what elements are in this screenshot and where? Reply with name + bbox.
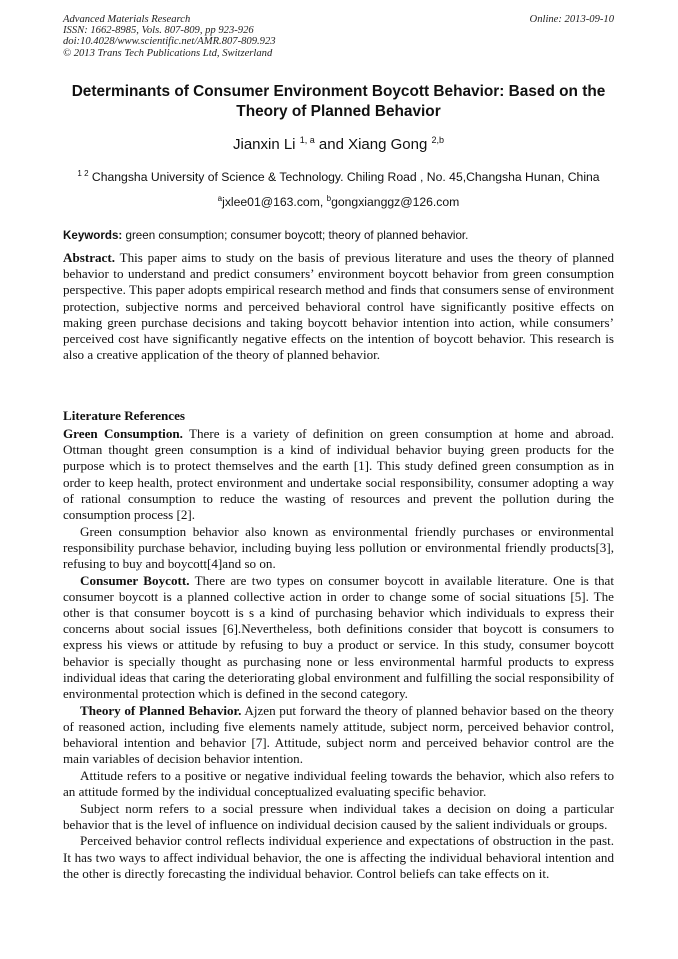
abstract-label: Abstract. [63, 250, 115, 265]
author-name: Jianxin Li [232, 136, 296, 153]
abstract-text: This paper aims to study on the basis of previous literature and uses the theory of planned behavior to understand and predict consumers’ environment boycott behavior from green consumption perspective. This paper adopts empirical research method and finds that consumers sense of environment protection, subjective norms and perceived behavioral control have significantly positive effects on making green purchase decisions and taking boycott behavior intention into action, while consumers’ perceived cost have significantly negative effects on the intention of boycott behavior. This research is also a creative application of the theory of planned behavior. [63, 250, 614, 363]
issn-line: ISSN: 1662-8985, Vols. 807-809, pp 923-926 [63, 25, 254, 37]
author-affil-marker: 2,b [431, 135, 445, 145]
paragraph-consumer-boycott [63, 573, 614, 703]
paragraph [63, 524, 614, 573]
author-joiner: and [314, 136, 349, 153]
email-marker: a [217, 194, 223, 203]
runin-heading: Theory of Planned Behavior. [80, 702, 242, 718]
affiliation-text: Changsha University of Science & Technology. Chiling Road , No. 45,Changsha Hunan, China [91, 170, 600, 184]
section-body [63, 426, 614, 882]
email-line [63, 188, 614, 213]
paragraph [63, 833, 614, 882]
email-separator: , [319, 195, 327, 209]
author-affil-marker: 1, a [299, 135, 315, 145]
affiliation-line [63, 163, 614, 188]
paragraph [63, 801, 614, 833]
runin-heading: Consumer Boycott. [80, 572, 190, 588]
paragraph-text: Attitude refers to a positive or negative individual feeling towards the behavior, which also refers to an attitude formed by the individual conceptualized evaluating specific behavior. [63, 767, 614, 800]
section-heading: Literature References [63, 408, 186, 423]
author-line [63, 131, 614, 154]
online-date: Online: 2013-09-10 [529, 14, 614, 25]
keywords [63, 229, 614, 243]
paragraph-text: Ajzen put forward the theory of planned behavior based on the theory of reasoned action, including five elements namely attitude, subject norm, perceived behavior control, behavioral intention and behavior [7]. Attitude, subject norm and perceived behavior control are the main variables of decision behavior intention. [63, 702, 614, 767]
email-link[interactable]: jxlee01@163.com [222, 195, 320, 209]
copyright-line: © 2013 Trans Tech Publications Ltd, Switzerland [63, 47, 273, 59]
paragraph-text: There is a variety of definition on green consumption at home and abroad. Ottman thought green consumption is a kind of individual behavior buying green products for the purpose which is to protect themselves and the earth [1]. This study defined green consumption as in order to keep health, protect environment and undertake social responsibility, consumer adopting a way of rational consumption to reduce the wasting of resources and prevent the pollution during the consumption process [2]. [63, 426, 614, 523]
paper-title: Determinants of Consumer Environment Boycott Behavior: Based on the Theory of Planned Behavior [71, 83, 606, 120]
paragraph-theory-of-planned-behavior [63, 703, 614, 768]
email-marker: b [326, 194, 332, 203]
paragraph-green-consumption [63, 426, 614, 523]
runin-heading: Green Consumption. [63, 426, 183, 441]
affiliation-block [63, 163, 614, 213]
email-link[interactable]: gongxianggz@126.com [331, 195, 460, 209]
paragraph-text: There are two types on consumer boycott in available literature. One is that consumer boycott is a planned collective action in order to change some of social situations [5]. The other is that consumer boycott is s a kind of purchasing behavior which individuals to express their concerns about social issues [6].Nevertheless, both definitions consider that boycott is consumers to express his views or attitude by refusing to buy a product or service. In this study, consumer boycott behavior is specially thought as purchasing none or less environmental harmful products to express individual ideas that caring the deteriorating global environment and fulfilling the social responsibility of environmental protection which is defined in the second category. [63, 572, 614, 702]
paragraph-text: Green consumption behavior also known as environmental friendly purchases or environmental responsibility purchase behavior, including buying less pollution or environmental friendly products[3], refusing to buy and boycott[4]and so on. [63, 523, 614, 572]
doi-line: doi:10.4028/www.scientific.net/AMR.807-809.923 [63, 36, 276, 48]
keywords-text: green consumption; consumer boycott; theory of planned behavior. [122, 229, 469, 242]
journal-name: Advanced Materials Research [63, 14, 191, 25]
author-name: Xiang Gong [348, 136, 428, 153]
keywords-label: Keywords: [63, 229, 123, 242]
paragraph [63, 768, 614, 800]
paragraph-text: Perceived behavior control reflects individual experience and expectations of obstruction in the past. It has two ways to affect individual behavior, the one is affecting the individual behavioral intention and the other is directly forecasting the individual behavior. Control beliefs can take effects on it. [63, 833, 614, 881]
paragraph-text: Subject norm refers to a social pressure when individual takes a decision on doing a particular behavior that is the level of influence on individual decision caused by the salient individuals or groups. [63, 800, 614, 832]
journal-header [63, 14, 276, 59]
affiliation-marker: 1 2 [77, 169, 89, 178]
abstract [63, 250, 614, 363]
